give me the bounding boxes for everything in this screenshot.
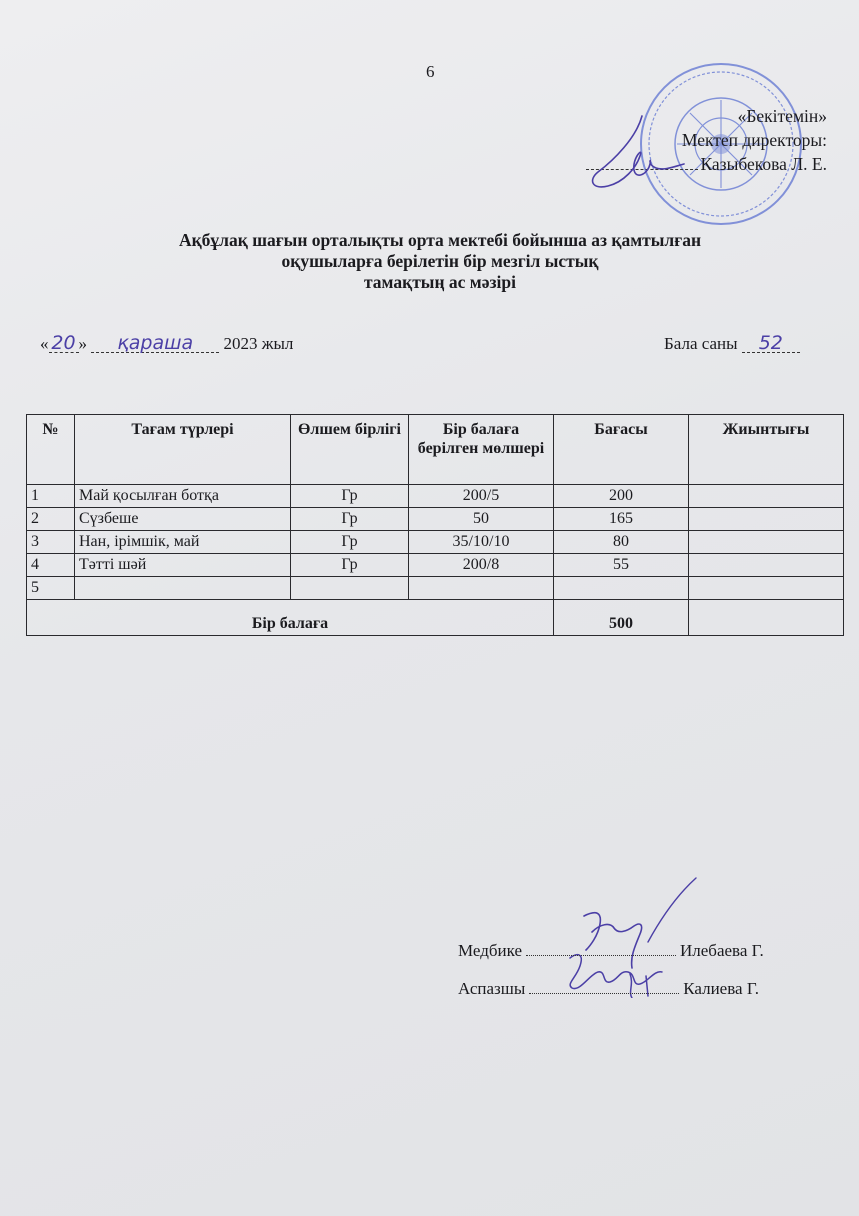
nurse-role: Медбике xyxy=(458,941,522,960)
cell-total xyxy=(689,577,844,600)
cell-number: 4 xyxy=(27,554,75,577)
header-price: Бағасы xyxy=(554,415,689,485)
cell-amount: 35/10/10 xyxy=(409,531,554,554)
header-total: Жиынтығы xyxy=(689,415,844,485)
cell-dish: Нан, ірімшік, май xyxy=(75,531,291,554)
cell-price xyxy=(554,577,689,600)
cell-unit: Гр xyxy=(291,485,409,508)
title-line-1: Ақбұлақ шағын орталықты орта мектебі бойынша аз қамтылған xyxy=(178,230,702,250)
director-name: Казыбекова Л. Е. xyxy=(700,154,827,174)
table-row xyxy=(27,577,844,600)
cell-unit: Гр xyxy=(291,554,409,577)
table-header-row xyxy=(27,415,844,485)
title-line-2: оқушыларға берілетін бір мезгіл ыстық xyxy=(281,251,599,271)
date-open-quote: « xyxy=(40,334,49,353)
cook-role: Аспазшы xyxy=(458,979,526,998)
nurse-name: Илебаева Г. xyxy=(680,941,764,960)
cell-price: 80 xyxy=(554,531,689,554)
approval-position: Мектеп директоры: xyxy=(681,130,827,150)
table-row xyxy=(27,485,844,508)
date-day: 20 xyxy=(49,334,79,353)
date-close-quote: » xyxy=(78,334,87,353)
nurse-signature-blank xyxy=(526,941,676,956)
header-amount: Бір балаға берілген мөлшері xyxy=(409,415,554,485)
children-count-value: 52 xyxy=(742,334,800,353)
date-year: 2023 жыл xyxy=(223,334,294,353)
cell-amount: 200/5 xyxy=(409,485,554,508)
cell-total xyxy=(689,554,844,577)
cell-number: 3 xyxy=(27,531,75,554)
date-month: қараша xyxy=(91,334,219,353)
header-dish: Тағам түрлері xyxy=(75,415,291,485)
date-line xyxy=(40,334,293,354)
cell-price: 200 xyxy=(554,485,689,508)
cell-dish: Тәтті шәй xyxy=(75,554,291,577)
header-number: № xyxy=(27,415,75,485)
page-number: 6 xyxy=(426,62,435,81)
cell-dish xyxy=(75,577,291,600)
cell-number: 2 xyxy=(27,508,75,531)
cell-price: 55 xyxy=(554,554,689,577)
footer-label: Бір балаға xyxy=(27,600,554,636)
table-footer-row xyxy=(27,600,844,636)
table-row xyxy=(27,508,844,531)
cell-unit: Гр xyxy=(291,508,409,531)
approval-title: «Бекітемін» xyxy=(737,106,827,126)
document-title xyxy=(60,230,820,293)
cell-total xyxy=(689,485,844,508)
menu-table xyxy=(26,414,844,636)
children-count xyxy=(664,334,800,354)
cell-amount: 200/8 xyxy=(409,554,554,577)
children-count-label: Бала саны xyxy=(664,334,738,353)
cell-unit: Гр xyxy=(291,531,409,554)
table-row xyxy=(27,531,844,554)
signature-block xyxy=(458,932,764,1008)
cook-name: Калиева Г. xyxy=(683,979,759,998)
cell-number: 1 xyxy=(27,485,75,508)
footer-total xyxy=(689,600,844,636)
cell-dish: Сүзбеше xyxy=(75,508,291,531)
header-unit: Өлшем бірлігі xyxy=(291,415,409,485)
cell-amount xyxy=(409,577,554,600)
director-signature xyxy=(584,108,704,190)
cook-signature-line xyxy=(458,970,764,1008)
cell-price: 165 xyxy=(554,508,689,531)
cell-total xyxy=(689,508,844,531)
cell-dish: Май қосылған ботқа xyxy=(75,485,291,508)
cook-signature-blank xyxy=(529,979,679,994)
cell-number: 5 xyxy=(27,577,75,600)
cell-unit xyxy=(291,577,409,600)
footer-value: 500 xyxy=(554,600,689,636)
cell-total xyxy=(689,531,844,554)
title-line-3: тамақтың ас мәзірі xyxy=(364,272,516,292)
cell-amount: 50 xyxy=(409,508,554,531)
table-row xyxy=(27,554,844,577)
nurse-signature-line xyxy=(458,932,764,970)
